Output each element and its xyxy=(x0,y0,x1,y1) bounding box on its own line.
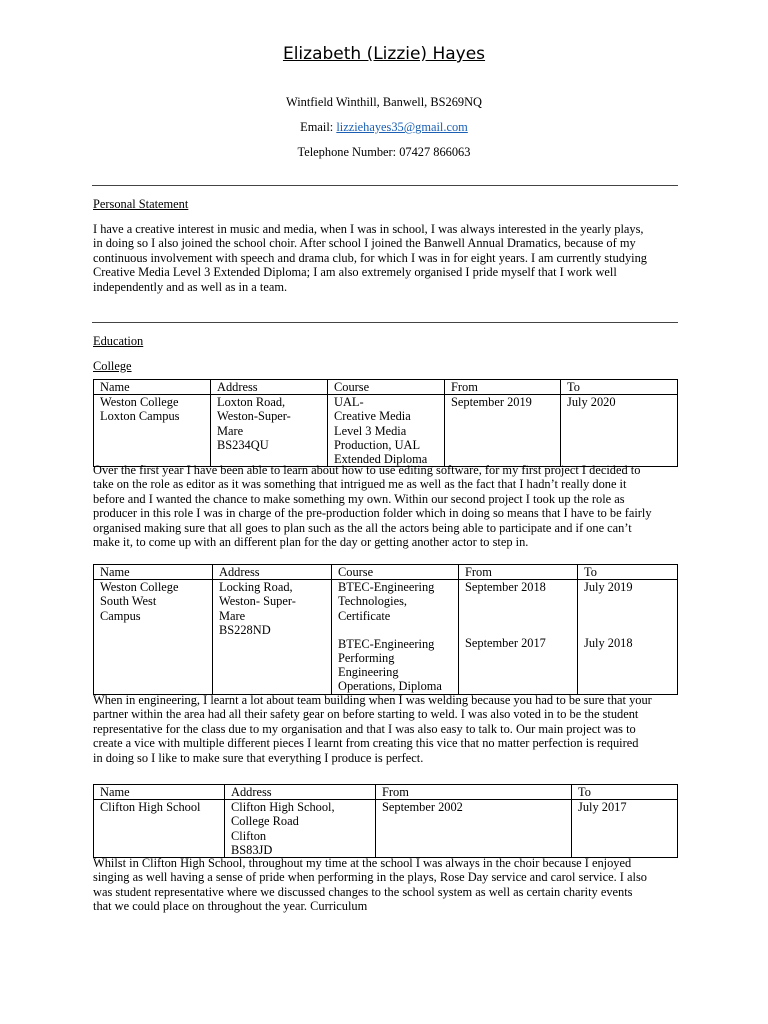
table-cell-name: Weston College South West Campus xyxy=(94,580,213,694)
table-row xyxy=(94,800,678,858)
table-header: To xyxy=(578,565,678,580)
table-cell-to xyxy=(578,580,678,694)
text-line: Whilst in Clifton High School, throughout my time at the school I was always in the choir because I enjoyed xyxy=(93,856,632,870)
text-line: in doing so I like to make sure that everything I produce is perfect. xyxy=(93,750,424,765)
table-header: Course xyxy=(328,380,445,395)
contact-address: Wintfield Winthill, Banwell, BS269NQ xyxy=(286,95,482,109)
personal-statement-text xyxy=(93,222,679,294)
table-cell-to: July 2017 xyxy=(572,800,678,858)
text-line: partner within the area had all their safety gear on before starting to weld. I was also voted in to be the student xyxy=(93,707,639,722)
table-header-row xyxy=(94,565,678,580)
cv-name-title: Elizabeth (Lizzie) Hayes xyxy=(282,44,486,64)
text-line: take on the role as editor as it was something that intrigued me as well as the fact that I hadn’t really done it xyxy=(93,477,627,492)
to-entry: July 2019 xyxy=(584,580,633,595)
college-2-description xyxy=(93,693,679,765)
table-header: Course xyxy=(332,565,459,580)
course-entry: BTEC-Engineering Performing Engineering Operations, Diploma xyxy=(338,636,442,694)
table-header: From xyxy=(459,565,578,580)
text-line: was student representative where we discussed changes to the school system as well as certain charity events xyxy=(93,884,633,899)
text-line: Over the first year I have been able to learn about how to use editing software, for my first project I decided to xyxy=(93,463,641,477)
to-entry: July 2018 xyxy=(584,636,633,651)
table-header: Name xyxy=(94,785,225,800)
table-cell-address: Loxton Road, Weston-Super- Mare BS234QU xyxy=(211,395,328,467)
college-table-2 xyxy=(93,564,678,695)
text-line: representative for the class due to my organisation and that I was also easy to talk to. Our main project was to xyxy=(93,721,636,736)
college-table-1 xyxy=(93,379,678,467)
text-line: before and I wanted the chance to make something my own. Within our second project I took up the role as xyxy=(93,491,625,506)
email-link[interactable]: lizziehayes35@gmail.com xyxy=(336,120,468,134)
table-cell-from: September 2019 xyxy=(445,395,561,467)
table-header: From xyxy=(376,785,572,800)
text-line: I have a creative interest in music and media, when I was in school, I was always interested in the yearly plays, xyxy=(93,222,644,236)
table-cell-course xyxy=(332,580,459,694)
table-header: Name xyxy=(94,380,211,395)
text-line: organised making sure that all goes to plan such as the all the actors being able to participate and if one can’t xyxy=(93,520,632,535)
course-entry: BTEC-Engineering Technologies, Certificate xyxy=(338,580,435,623)
table-header: Address xyxy=(211,380,328,395)
contact-email xyxy=(0,120,768,135)
section-divider xyxy=(92,185,678,186)
table-header-row xyxy=(94,380,678,395)
text-line: When in engineering, I learnt a lot about team building when I was welding because you had to be sure that your xyxy=(93,693,652,707)
table-row xyxy=(94,580,678,694)
table-row xyxy=(94,395,678,467)
college-1-description xyxy=(93,463,679,549)
college-subheading: College xyxy=(93,359,132,373)
from-entry: September 2018 xyxy=(465,580,546,595)
table-cell-from: September 2002 xyxy=(376,800,572,858)
table-cell-to: July 2020 xyxy=(561,395,678,467)
school-description xyxy=(93,856,679,914)
text-line: create a vice with multiple different pieces I learnt from creating this vice that no matter perfection is required xyxy=(93,736,639,751)
table-cell-name: Clifton High School xyxy=(94,800,225,858)
email-label: Email: xyxy=(300,120,337,134)
text-line: singing as well having a sense of pride when performing in the plays, Rose Day service and carol service. I also xyxy=(93,870,647,885)
section-divider xyxy=(92,322,678,323)
school-table xyxy=(93,784,678,858)
contact-phone: Telephone Number: 07427 866063 xyxy=(297,145,471,159)
table-header: From xyxy=(445,380,561,395)
table-cell-name: Weston College Loxton Campus xyxy=(94,395,211,467)
text-line: make it, to come up with an different plan for the day or getting another actor to step in. xyxy=(93,535,529,550)
table-cell-course: UAL- Creative Media Level 3 Media Production, UAL Extended Diploma xyxy=(328,395,445,467)
table-header: To xyxy=(561,380,678,395)
table-header: Address xyxy=(213,565,332,580)
table-header: Address xyxy=(225,785,376,800)
text-line: continuous involvement with speech and drama club, for which I was in for eight years. I am currently studying xyxy=(93,250,647,265)
text-line: in doing so I also joined the school choir. After school I joined the Banwell Annual Dramatics, because of my xyxy=(93,236,636,251)
table-header: To xyxy=(572,785,678,800)
text-line: producer in this role I was in charge of the pre-production folder which in doing so means that I have to be fairly xyxy=(93,506,652,521)
table-cell-address: Clifton High School, College Road Clifton BS83JD xyxy=(225,800,376,858)
text-line: that we could place on throughout the year. Curriculum xyxy=(93,899,368,914)
table-header-row xyxy=(94,785,678,800)
table-cell-address: Locking Road, Weston- Super- Mare BS228ND xyxy=(213,580,332,694)
from-entry: September 2017 xyxy=(465,636,546,651)
table-cell-from xyxy=(459,580,578,694)
education-heading: Education xyxy=(93,334,144,348)
text-line: independently and as well as in a team. xyxy=(93,279,288,294)
personal-statement-heading: Personal Statement xyxy=(93,197,189,211)
text-line: Creative Media Level 3 Extended Diploma; I am also extremely organised I pride myself that I work well xyxy=(93,265,617,280)
table-header: Name xyxy=(94,565,213,580)
